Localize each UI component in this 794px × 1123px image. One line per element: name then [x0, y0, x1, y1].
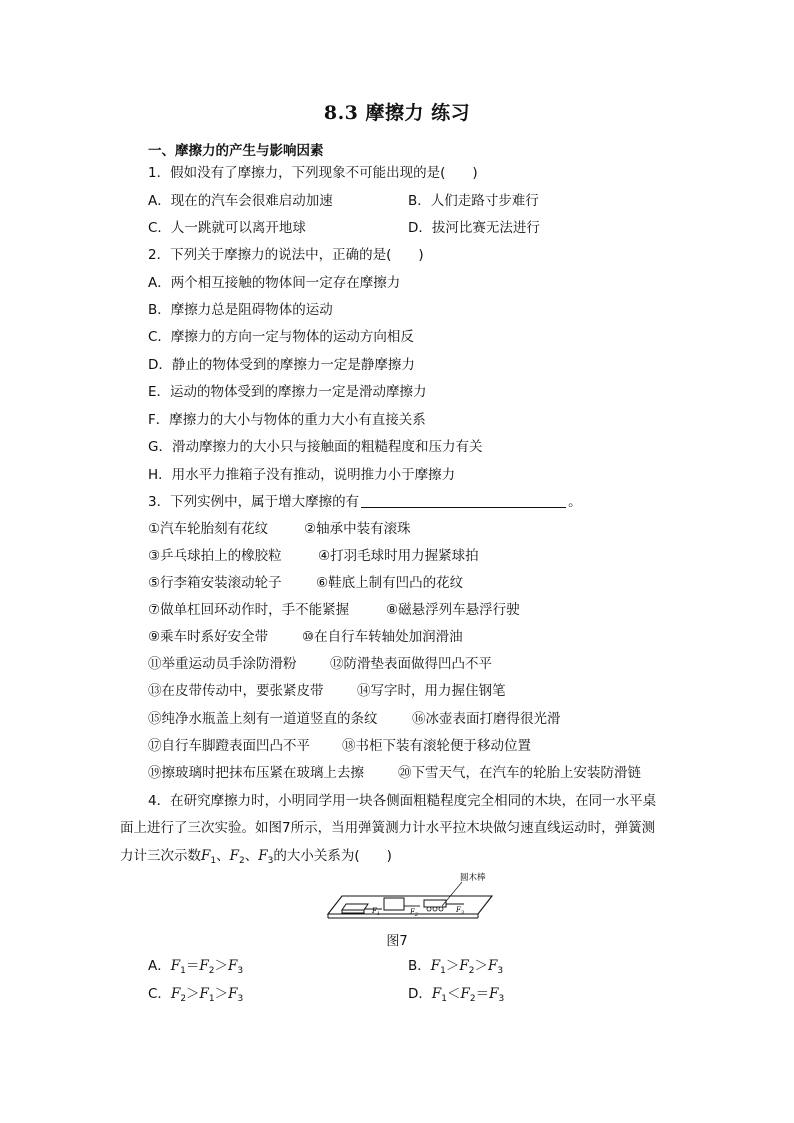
- q2-option: H．用水平力推箱子没有推动，说明推力小于摩擦力: [148, 467, 456, 483]
- q2-option: F．摩擦力的大小与物体的重力大小有直接关系: [148, 412, 426, 428]
- q3-item: ⑧磁悬浮列车悬浮行驶: [386, 602, 520, 618]
- q4-line-2: 面上进行了三次实验。如图7所示，当用弹簧测力计水平拉木块做匀速直线运动时，弹簧测: [120, 820, 656, 836]
- q2-option: D．静止的物体受到的摩擦力一定是静摩擦力: [148, 357, 415, 373]
- q4-option-a: A．$F_1=F_2>F_3$: [148, 958, 244, 976]
- figure-label: 圆木棒: [460, 873, 486, 883]
- q3-item: ⑫防滑垫表面做得凹凸不平: [330, 656, 492, 672]
- q3-item: ⑳下雪天气，在汽车的轮胎上安装防滑链: [398, 765, 641, 781]
- q3-item: ⑥鞋底上制有凹凸的花纹: [316, 575, 464, 591]
- q3-item: ⑩在自行车转轴处加润滑油: [302, 629, 463, 645]
- q4-option-d: D．$F_1<F_2=F_3$: [408, 986, 505, 1004]
- q3-stem: [148, 493, 582, 511]
- force-label-1: $F_1$: [372, 907, 381, 917]
- q2-option: A．两个相互接触的物体间一定存在摩擦力: [148, 275, 401, 291]
- q3-stem-text: 3．下列实例中，属于增大摩擦的有: [148, 494, 360, 510]
- figure-caption: 图7: [386, 934, 408, 949]
- q2-option: C．摩擦力的方向一定与物体的运动方向相反: [148, 329, 414, 345]
- q3-item: ③乒乓球拍上的橡胶粒: [148, 548, 282, 564]
- q1-option-d: D．拔河比赛无法进行: [408, 220, 540, 236]
- q4-option-b: B．$F_1>F_2>F_3$: [408, 958, 504, 976]
- q4-line-1: 4．在研究摩擦力时，小明同学用一块各侧面粗糙程度完全相同的木块，在同一水平桌: [148, 793, 657, 809]
- section-heading: 一、摩擦力的产生与影响因素: [148, 143, 324, 159]
- q2-option: B．摩擦力总是阻碍物体的运动: [148, 302, 333, 318]
- force-label-2: $F_2$: [410, 908, 419, 918]
- q1-option-c: C．人一跳就可以离开地球: [148, 220, 306, 236]
- answer-blank[interactable]: [361, 495, 566, 508]
- q3-item: ①汽车轮胎刻有花纹: [148, 521, 269, 537]
- q3-item: ⑲擦玻璃时把抹布压紧在玻璃上去擦: [148, 765, 364, 781]
- q3-item: ⑨乘车时系好安全带: [148, 629, 269, 645]
- q3-item: ④打羽毛球时用力握紧球拍: [318, 548, 479, 564]
- page-title: 8.3 摩擦力 练习: [323, 102, 471, 124]
- q3-item: ⑭写字时，用力握住钢笔: [357, 683, 506, 699]
- q3-item: ⑪举重运动员手涂防滑粉: [148, 656, 297, 672]
- q1-option-b: B．人们走路寸步难行: [408, 193, 539, 209]
- q1-stem: 1．假如没有了摩擦力，下列现象不可能出现的是( ): [148, 165, 478, 181]
- q3-stem-end: 。: [568, 494, 582, 510]
- q2-option: E．运动的物体受到的摩擦力一定是滑动摩擦力: [148, 384, 427, 400]
- force-label-3: $F_3$: [456, 906, 465, 916]
- q3-item: ⑱书柜下装有滚轮便于移动位置: [342, 738, 531, 754]
- q3-item: ⑦做单杠回环动作时，手不能紧握: [148, 602, 350, 618]
- q3-item: ⑤行李箱安装滚动轮子: [148, 575, 282, 591]
- q3-item: ⑯冰壶表面打磨得很光滑: [412, 711, 561, 727]
- q3-item: ⑬在皮带传动中，要张紧皮带: [148, 683, 324, 699]
- q2-stem: 2．下列关于摩擦力的说法中，正确的是( ): [148, 247, 424, 263]
- q4-option-c: C．$F_2>F_1>F_3$: [148, 986, 244, 1004]
- q1-option-a: A．现在的汽车会很难启动加速: [148, 193, 333, 209]
- q4-line-3: 力计三次示数$F_1$、$F_2$、$F_3$的大小关系为( ): [120, 848, 392, 866]
- q3-item: ⑰自行车脚蹬表面凹凸不平: [148, 738, 310, 754]
- q3-item: ②轴承中装有滚珠: [304, 521, 411, 537]
- q2-option: G．滑动摩擦力的大小只与接触面的粗糙程度和压力有关: [148, 439, 483, 455]
- figure-7-diagram: [320, 870, 500, 922]
- q3-item: ⑮纯净水瓶盖上刻有一道道竖直的条纹: [148, 711, 378, 727]
